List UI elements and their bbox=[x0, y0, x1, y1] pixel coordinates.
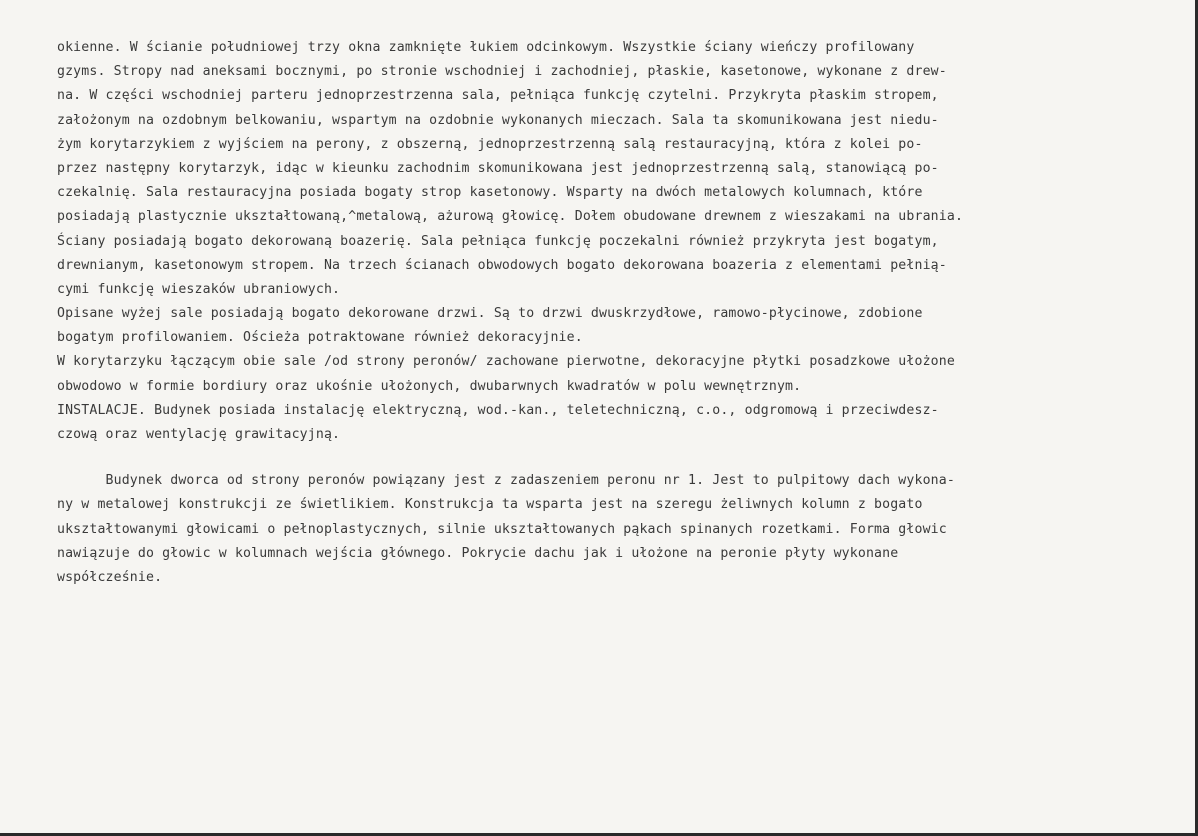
text-line: gzyms. Stropy nad aneksami bocznymi, po stronie wschodniej i zachodniej, płaskie, kasetonowe, wykonane z drew- bbox=[57, 64, 947, 80]
paragraph-gap bbox=[57, 447, 1193, 469]
text-line: żym korytarzykiem z wyjściem na perony, z obszerną, jednoprzestrzenną salą restauracyjną, która z kolei po- bbox=[57, 136, 923, 152]
text-line: drewnianym, kasetonowym stropem. Na trzech ścianach obwodowych bogato dekorowana boazeria z elementami pełnią- bbox=[57, 257, 947, 273]
text-line: bogatym profilowaniem. Ościeża potraktowane również dekoracyjnie. bbox=[57, 330, 583, 346]
text-line: W korytarzyku łączącym obie sale /od strony peronów/ zachowane pierwotne, dekoracyjne płytki posadzkowe ułożone bbox=[57, 354, 955, 370]
typewritten-text bbox=[57, 36, 1193, 590]
text-line: przez następny korytarzyk, idąc w kieunku zachodnim skomunikowana jest jednoprzestrzenną salą, stanowiącą po- bbox=[57, 160, 939, 176]
text-line: Budynek dworca od strony peronów powiązany jest z zadaszeniem peronu nr 1. Jest to pulpitowy dach wykona- bbox=[57, 473, 955, 489]
paragraph-description bbox=[57, 36, 1193, 447]
text-line: na. W części wschodniej parteru jednoprzestrzenna sala, pełniąca funkcję czytelni. Przykryta płaskim stropem, bbox=[57, 88, 939, 104]
text-line: obwodowo w formie bordiury oraz ukośnie ułożonych, dwubarwnych kwadratów w polu wewnętrznym. bbox=[57, 378, 802, 394]
text-line: cymi funkcję wieszaków ubraniowych. bbox=[57, 281, 341, 297]
text-line: nawiązuje do głowic w kolumnach wejścia głównego. Pokrycie dachu jak i ułożone na peronie płyty wykonane bbox=[57, 545, 899, 561]
text-line: okienne. W ścianie południowej trzy okna zamknięte łukiem odcinkowym. Wszystkie ściany wieńczy profilowany bbox=[57, 40, 915, 55]
text-line: ny w metalowej konstrukcji ze świetlikiem. Konstrukcja ta wsparta jest na szeregu żeliwnych kolumn z bogato bbox=[57, 497, 923, 513]
paragraph-platform-roof bbox=[57, 469, 1193, 590]
text-line: posiadają plastycznie ukształtowaną,^metalową, ażurową głowicę. Dołem obudowane drewnem z wieszakami na ubrania. bbox=[57, 209, 964, 225]
text-line: ukształtowanymi głowicami o pełnoplastycznych, silnie ukształtowanych pąkach spinanych rozetkami. Forma głowic bbox=[57, 521, 947, 537]
text-line: czekalnię. Sala restauracyjna posiada bogaty strop kasetonowy. Wsparty na dwóch metalowych kolumnach, które bbox=[57, 185, 923, 201]
text-line: współcześnie. bbox=[57, 569, 163, 585]
text-line: INSTALACJE. Budynek posiada instalację elektryczną, wod.-kan., teletechniczną, c.o., odgromową i przeciwdesz- bbox=[57, 402, 939, 418]
text-line: założonym na ozdobnym belkowaniu, wspartym na ozdobnie wykonanych mieczach. Sala ta skomunikowana jest niedu- bbox=[57, 112, 939, 128]
text-line: czową oraz wentylację grawitacyjną. bbox=[57, 427, 341, 442]
text-line: Ściany posiadają bogato dekorowaną boazerię. Sala pełniąca funkcję poczekalni również przykryta jest bogatym, bbox=[57, 233, 939, 249]
text-line: Opisane wyżej sale posiadają bogato dekorowane drzwi. Są to drzwi dwuskrzydłowe, ramowo-płycinowe, zdobione bbox=[57, 306, 923, 322]
